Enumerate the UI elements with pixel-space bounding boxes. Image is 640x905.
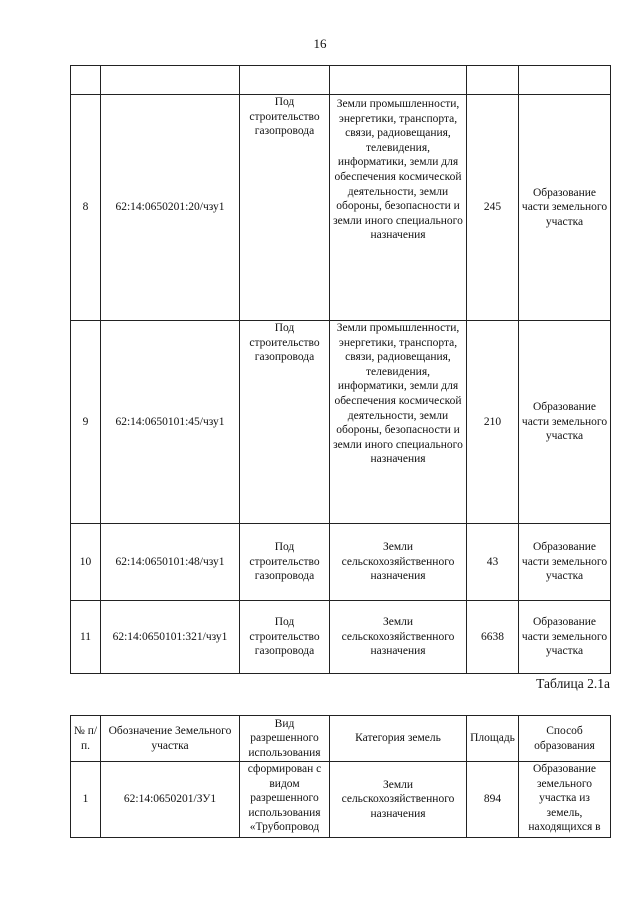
header-usage: Вид разрешенного использования <box>240 716 330 762</box>
header-area: Площадь <box>467 716 519 762</box>
row-number: 11 <box>71 601 101 674</box>
row-number: 10 <box>71 524 101 601</box>
usage-type: Под строительство газопровода <box>240 321 330 524</box>
formation-method: Образование части земельного участка <box>519 321 611 524</box>
page-number: 16 <box>313 36 327 51</box>
area: 245 <box>467 95 519 321</box>
area: 210 <box>467 321 519 524</box>
table-row <box>71 762 611 838</box>
cadastral-number: 62:14:0650101:48/чзу1 <box>101 524 240 601</box>
table-row <box>71 95 611 321</box>
area: 43 <box>467 524 519 601</box>
land-category: Земли сельскохозяйственного назначения <box>330 601 467 674</box>
land-category: Земли промышленности, энергетики, транспорта, связи, радиовещания, телевидения, информатики, земли для обеспечения космической деятельности, земли обороны, безопасности и земли иного специального назначения <box>330 95 467 321</box>
land-category: Земли сельскохозяйственного назначения <box>330 524 467 601</box>
cadastral-number: 62:14:0650101:45/чзу1 <box>101 321 240 524</box>
row-number: 1 <box>71 762 101 838</box>
cadastral-number: 62:14:0650201:20/чзу1 <box>101 95 240 321</box>
header-designation: Обозначение Земельного участка <box>101 716 240 762</box>
plot-designation: 62:14:0650201/ЗУ1 <box>101 762 240 838</box>
area: 894 <box>467 762 519 838</box>
table-row-header-stub <box>71 66 611 95</box>
formation-method: Образование части земельного участка <box>519 95 611 321</box>
row-number: 9 <box>71 321 101 524</box>
row-number: 8 <box>71 95 101 321</box>
formation-method: Образование земельного участка из земель, находящихся в <box>519 762 611 838</box>
land-category: Земли промышленности, энергетики, транспорта, связи, радиовещания, телевидения, информатики, земли для обеспечения космической деятельности, земли обороны, безопасности и земли иного специального назначения <box>330 321 467 524</box>
usage-type: Под строительство газопровода <box>240 95 330 321</box>
table-caption: Таблица 2.1а <box>536 676 610 691</box>
land-plots-table <box>70 65 611 674</box>
formation-method: Образование части земельного участка <box>519 601 611 674</box>
cadastral-number: 62:14:0650101:321/чзу1 <box>101 601 240 674</box>
formation-method: Образование части земельного участка <box>519 524 611 601</box>
area: 6638 <box>467 601 519 674</box>
usage-type: сформирован с видом разрешенного использования «Трубопровод <box>240 762 330 838</box>
table-row <box>71 601 611 674</box>
table-row <box>71 321 611 524</box>
header-number: № п/п. <box>71 716 101 762</box>
land-plots-table-2-1a <box>70 715 611 838</box>
table-row <box>71 524 611 601</box>
header-method: Способ образования <box>519 716 611 762</box>
header-category: Категория земель <box>330 716 467 762</box>
land-category: Земли сельскохозяйственного назначения <box>330 762 467 838</box>
table-header-row <box>71 716 611 762</box>
usage-type: Под строительство газопровода <box>240 601 330 674</box>
usage-type: Под строительство газопровода <box>240 524 330 601</box>
